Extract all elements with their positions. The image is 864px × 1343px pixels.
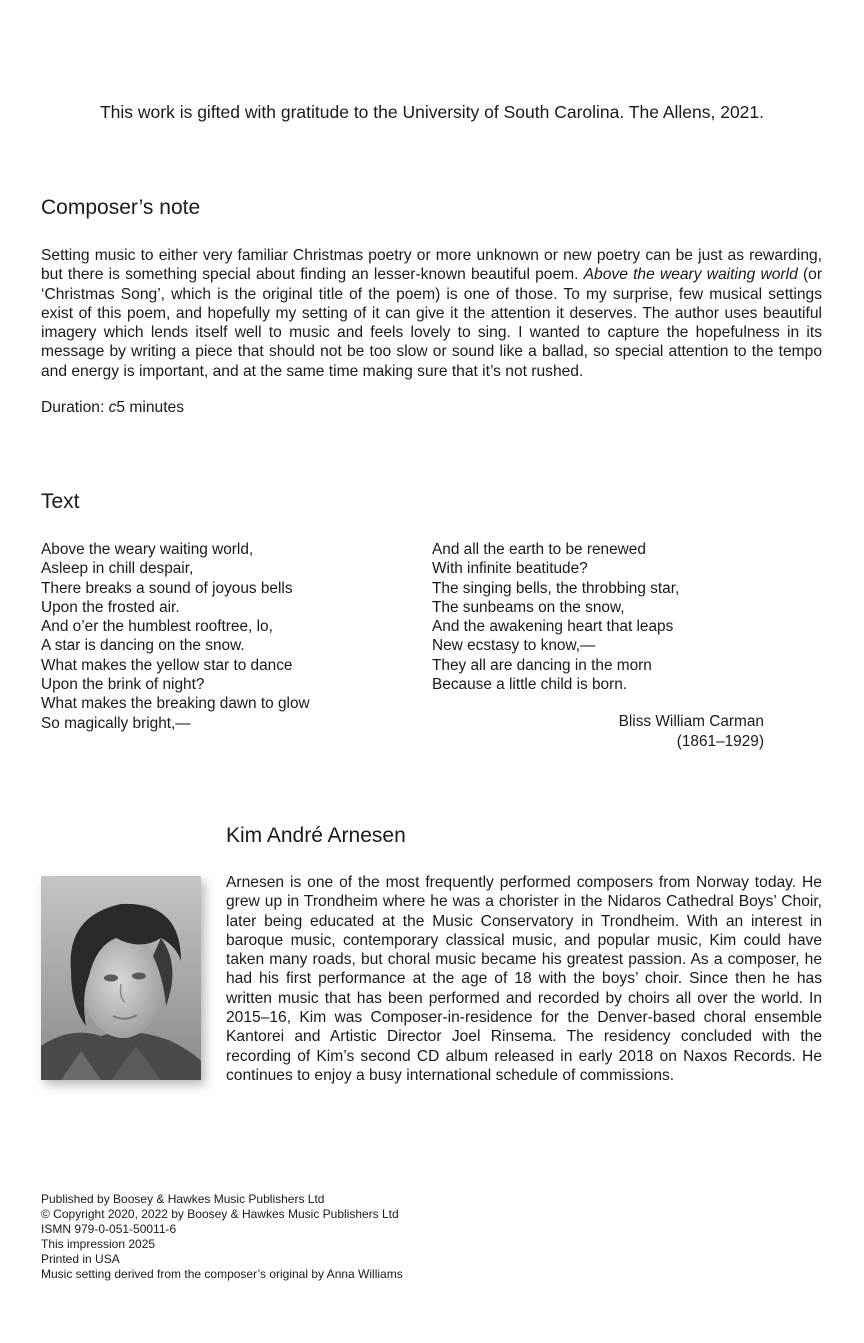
footer-line: © Copyright 2020, 2022 by Boosey & Hawkes Music Publishers Ltd — [41, 1207, 399, 1222]
footer-line: Printed in USA — [41, 1252, 120, 1267]
poem-line: And the awakening heart that leaps — [432, 618, 674, 636]
poem-line: There breaks a sound of joyous bells — [41, 579, 293, 597]
footer-line: Music setting derived from the composer’s original by Anna Williams — [41, 1267, 403, 1282]
poem-line: And o’er the humblest rooftree, lo, — [41, 618, 273, 636]
poem-attribution — [540, 712, 764, 752]
composers-note-heading: Composer’s note — [41, 196, 201, 219]
poem-line: Upon the frosted air. — [41, 598, 180, 616]
poem-line: They all are dancing in the morn — [432, 656, 652, 674]
text-heading: Text — [41, 490, 80, 513]
poem-author-dates: (1861–1929) — [676, 733, 764, 750]
poem-line: Asleep in chill despair, — [41, 560, 194, 578]
composer-bio-body: Arnesen is one of the most frequently performed composers from Norway today. He grew up in Trondheim where he was a chorister in the Nidaros Cathedral Boys’ Choir, later being educated at the Music Conservatory in Trondheim. With an interest in baroque music, contemporary classical music, and popular music, Kim could have taken many roads, but choral music became his greatest passion. As a composer, he had his first performance at the age of 18 with the boys’ choir. Since then he has written music that has been performed and recorded by choirs all over the world. In 2015–16, Kim was Composer-in-residence for the Denver-based choral ensemble Kantorei and Artistic Director Joel Rinsema. The residency concluded with the recording of Kim’s second CD album released in early 2018 on Naxos Records. He continues to enjoy a busy international schedule of commissions. — [226, 874, 822, 1084]
duration-label: Duration: — [41, 399, 109, 416]
poem-line: Because a little child is born. — [432, 676, 628, 694]
composers-note-body — [41, 246, 822, 381]
poem-column-right — [432, 540, 679, 694]
footer-line: Published by Boosey & Hawkes Music Publishers Ltd — [41, 1192, 325, 1206]
poem-line: And all the earth to be renewed — [432, 541, 646, 558]
poem-line: What makes the breaking dawn to glow — [41, 695, 310, 713]
poem-line: New ecstasy to know,— — [432, 637, 596, 655]
poem-line: So magically bright,— — [41, 714, 191, 732]
poem-line: Above the weary waiting world, — [41, 541, 254, 558]
poem-line: What makes the yellow star to dance — [41, 656, 293, 674]
poem-line: With infinite beatitude? — [432, 560, 588, 578]
footer-line: ISMN 979-0-051-50011-6 — [41, 1222, 177, 1237]
note-poem-title: Above the weary waiting world — [583, 266, 798, 284]
poem-line: The singing bells, the throbbing star, — [432, 579, 680, 597]
poem-column-left — [41, 540, 310, 733]
duration-circa: c — [108, 399, 117, 416]
note-text-part1: Setting music to either very familiar Christmas poetry or more unknown or new poetry can be just as rewarding, but there is something special about finding an lesser-known beautiful poem. — [41, 247, 822, 284]
note-text-part2: (or ‘Christmas Song’, which is the original title of the poem) is one of those. To my surprise, few musical settings exist of this poem, and hopefully my setting of it can give it the attention it deserves. The author uses beautiful imagery which lends itself well to music and feels lovely to sing. I wanted to capture the hopefulness in its message by writing a piece that should not be too slow or sound like a ballad, so special attention to the tempo and energy is important, and at the same time making sure that it’s not rushed. — [41, 266, 823, 380]
poem-line: The sunbeams on the snow, — [432, 598, 625, 616]
dedication: This work is gifted with gratitude to the University of South Carolina. The Allens, 2021. — [99, 102, 765, 122]
composer-bio-heading: Kim André Arnesen — [226, 824, 406, 847]
poem-line: A star is dancing on the snow. — [41, 637, 245, 655]
composer-photo — [41, 876, 201, 1080]
poem-author: Bliss William Carman — [618, 713, 764, 730]
footer-line: This impression 2025 — [41, 1237, 156, 1252]
duration-value: 5 minutes — [116, 399, 185, 416]
poem-line: Upon the brink of night? — [41, 676, 205, 694]
duration — [41, 399, 184, 417]
publisher-footer — [41, 1192, 403, 1283]
